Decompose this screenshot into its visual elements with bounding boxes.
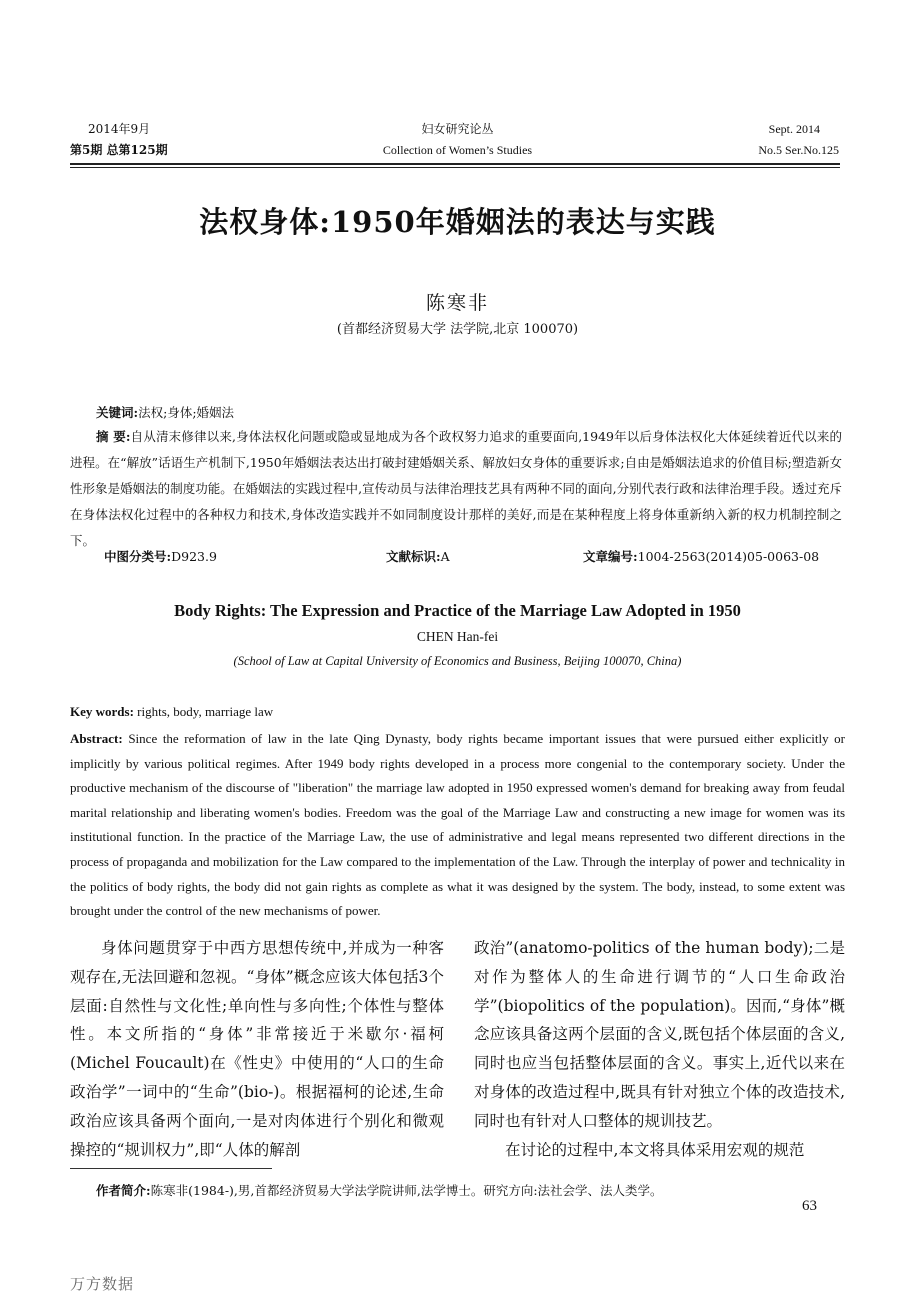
- classification-number: [104, 547, 217, 565]
- header-issue-en: No.5 Ser.No.125: [758, 143, 839, 157]
- document-code: [386, 547, 450, 565]
- abstract-label-en: Abstract:: [70, 731, 123, 746]
- article-title-cn: 法权身体:1950年婚姻法的表达与实践: [199, 205, 716, 239]
- footnote-text: 陈寒非(1984-),男,首都经济贸易大学法学院讲师,法学博士。研究方向:法社会学、法人类学。: [150, 1183, 663, 1198]
- keywords-en: [70, 704, 273, 720]
- classification-value: D923.9: [171, 549, 217, 564]
- document-code-value: A: [440, 549, 450, 564]
- header-issue-cn: 第5期 总第125期: [70, 143, 168, 157]
- abstract-text-cn: 自从清末修律以来,身体法权化问题或隐或显地成为各个政权努力追求的重要面向,1949年以后身体法权化大体延续着近代以来的进程。在“解放”话语生产机制下,1950年婚姻法表达出打破封建婚姻关系、解放妇女身体的重要诉求;自由是婚姻法追求的价值目标;塑造新女性形象是婚姻法的制度功能。在婚姻法的实践过程中,宣传动员与法律治理技艺具有两种不同的面向,分别代表行政和法律治理手段。透过充斥在身体法权化过程中的各种权力和技术,身体改造实践并不如同制度设计那样的美好,而是在某种程度上将身体重新纳入新的权力机制控制之下。: [70, 429, 843, 548]
- body-paragraph: 身体问题贯穿于中西方思想传统中,并成为一种客观存在,无法回避和忽视。“身体”概念应该大体包括3个层面:自然性与文化性;单向性与多向性;个体性与整体性。本文所指的“身体”非常接近于米歇尔·福柯(Michel Foucault)在《性史》中使用的“人口的生命政治学”一词中的“生命”(bio-)。根据福柯的论述,生命政治应该具备两个面向,一是对肉体进行个别化和微观操控的“规训权力”,即“人体的解剖: [70, 939, 444, 1159]
- affiliation-en: (School of Law at Capital University of Economics and Business, Beijing 100070, China): [233, 654, 682, 668]
- footnote-label: 作者简介:: [96, 1183, 151, 1198]
- author-bio-footnote: [96, 1181, 663, 1199]
- header-journal-en: Collection of Women’s Studies: [382, 143, 533, 157]
- header-rule-thick: [70, 163, 840, 165]
- abstract-en: [70, 727, 845, 924]
- body-column-right: [474, 934, 845, 1164]
- article-title-en: Body Rights: The Expression and Practice of the Marriage Law Adopted in 1950: [174, 601, 741, 620]
- keywords-cn: [96, 400, 234, 426]
- page-number: 63: [802, 1198, 817, 1214]
- header-date-en: Sept. 2014: [768, 122, 820, 136]
- author-name-cn: 陈寒非: [425, 292, 489, 314]
- footnote-rule: [70, 1168, 272, 1169]
- body-column-left: [70, 934, 444, 1164]
- document-code-label: 文献标识:: [386, 549, 441, 564]
- header-rule-thin: [70, 167, 840, 168]
- watermark: 万方数据: [70, 1275, 135, 1293]
- author-name-en: CHEN Han-fei: [416, 629, 499, 644]
- body-paragraph-continued: 政治”(anatomo-politics of the human body);二是对作为整体人的生命进行调节的“人口生命政治学”(biopolitics of the population)。因而,“身体”概念应该具备这两个层面的含义,既包括个体层面的含义,同时也应当包括整体层面的含义。事实上,近代以来在对身体的改造过程中,既具有针对独立个体的改造技术,同时也有针对人口整体的规训技艺。: [474, 939, 845, 1130]
- article-id-label: 文章编号:: [583, 549, 638, 564]
- keywords-label-cn: 关键词:: [96, 405, 139, 420]
- abstract-text-en: Since the reformation of law in the late Qing Dynasty, body rights became important issues that were pursued either explicitly or implicitly by various political regimes. After 1949 body rights developed in a process more congenial to the contemporary society. Under the productive mechanism of the discourse of "liberation" the marriage law adopted in 1950 expressed women's demand for breaking away from feudal marital relationship and liberating women's bodies. Freedom was the goal of the Marriage Law and constructing a new image for women was its institutional function. In the practice of the Marriage Law, the use of administrative and legal means represented two different directions in the process of propaganda and mobilization for the Law compared to the implementation of the Law. Through the interplay of power and technicality in the politics of body rights, the body did not gain rights as complete as what it was designed by the system. The body, instead, to some extent was brought under the control of the new mechanisms of power.: [70, 731, 845, 919]
- abstract-label-cn: 摘 要:: [96, 429, 131, 444]
- keywords-value-cn: 法权;身体;婚姻法: [138, 405, 235, 420]
- article-id-value: 1004-2563(2014)05-0063-08: [637, 549, 820, 564]
- classification-label: 中图分类号:: [104, 549, 172, 564]
- keywords-value-en: rights, body, marriage law: [137, 704, 274, 719]
- header-journal-cn: 妇女研究论丛: [421, 122, 494, 136]
- article-id: [583, 547, 819, 565]
- keywords-label-en: Key words:: [70, 704, 134, 719]
- body-paragraph: 在讨论的过程中,本文将具体采用宏观的规范: [505, 1140, 805, 1159]
- affiliation-cn: (首都经济贸易大学 法学院,北京 100070): [336, 322, 579, 337]
- header-date-cn: 2014年9月: [88, 122, 151, 136]
- abstract-cn: [70, 424, 842, 554]
